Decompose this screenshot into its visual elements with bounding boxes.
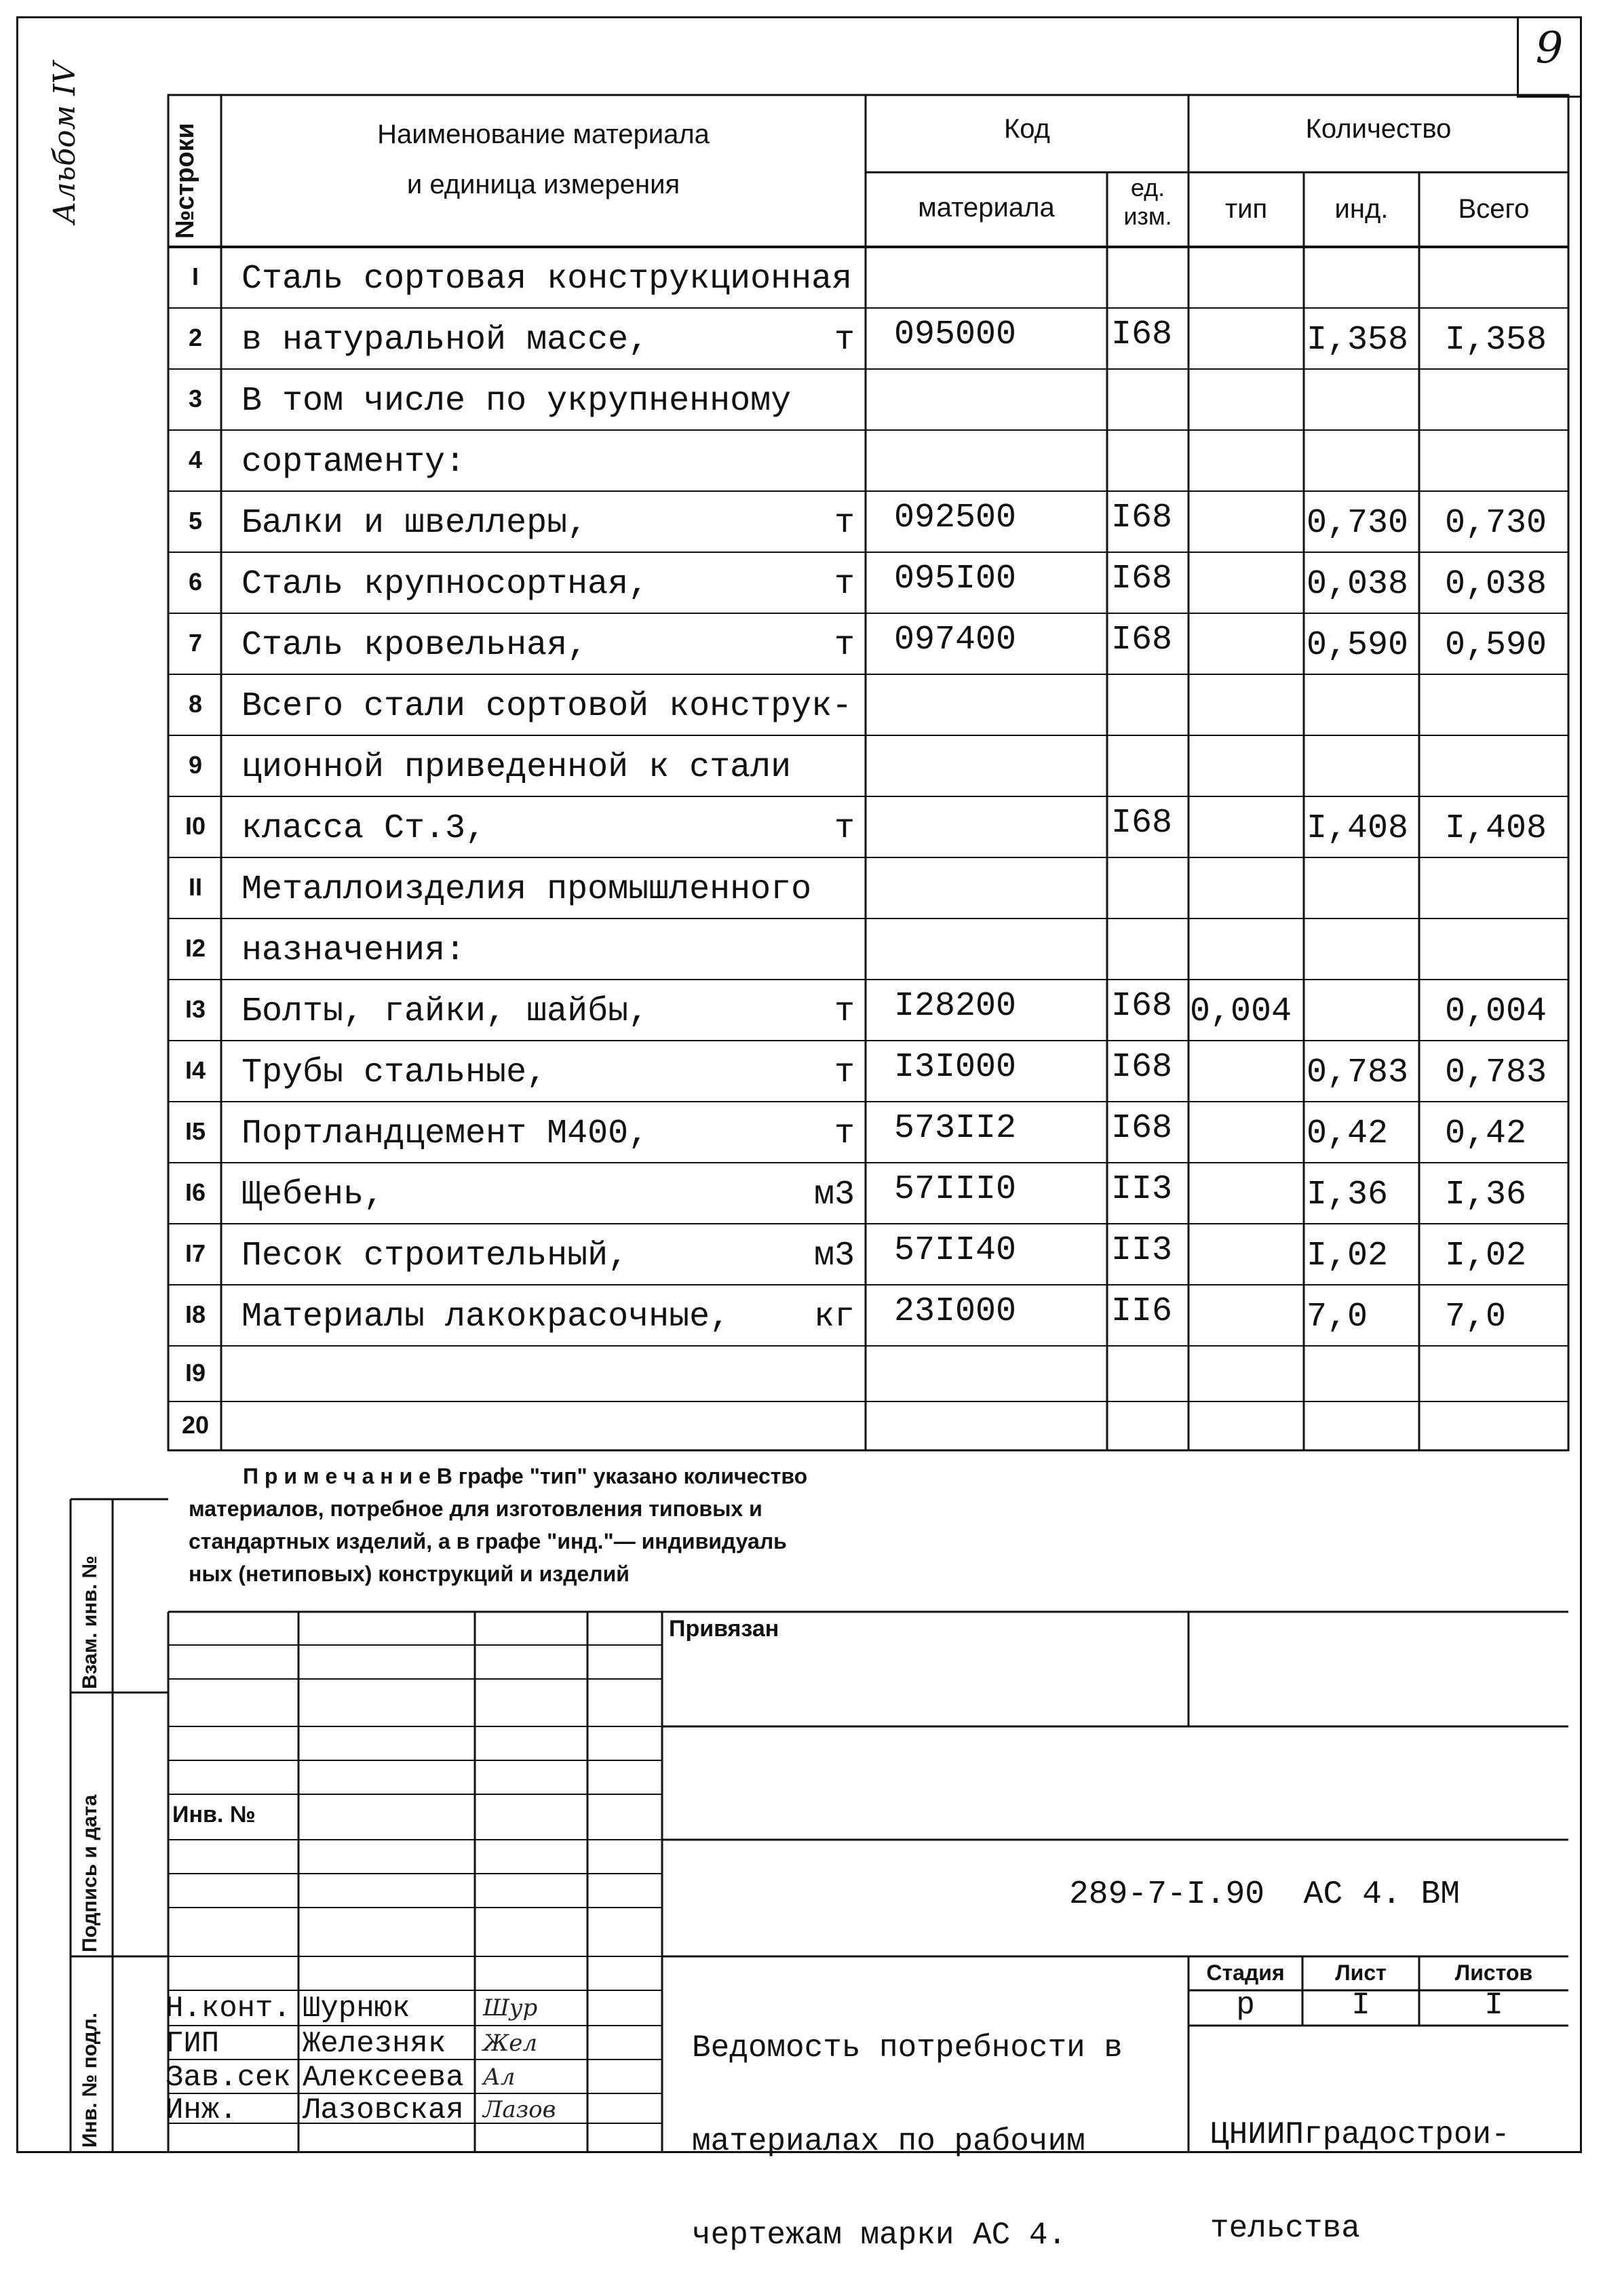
row-name: Трубы стальные, [241, 1053, 547, 1092]
row-ed: I68 [1111, 1048, 1173, 1087]
row-unit: т [834, 321, 855, 360]
row-name: сортаменту: [241, 443, 466, 482]
row-number: 2 [188, 324, 203, 351]
row-ed: I68 [1111, 987, 1173, 1026]
page-number: 9 [1535, 23, 1564, 73]
organization-line-1: ЦНИИПградострои- [1210, 2117, 1510, 2152]
note-line-3: стандартных изделий, а в графе "инд."— индивидуаль [189, 1529, 787, 1553]
row-ed: I68 [1111, 804, 1173, 843]
row-code: 092500 [894, 499, 1017, 537]
row-total: I,02 [1445, 1237, 1527, 1275]
row-number: 9 [188, 751, 203, 779]
row-ind: 0,590 [1307, 626, 1409, 665]
note [189, 1460, 807, 1590]
row-unit: т [834, 1053, 855, 1092]
row-ed: I68 [1111, 499, 1173, 537]
row-total: 0,004 [1445, 992, 1547, 1031]
row-code: 095000 [894, 315, 1017, 354]
row-unit: т [834, 809, 855, 848]
row-code: 57III0 [894, 1170, 1017, 1209]
row-name: Всего стали сортовой конструк- [241, 687, 853, 726]
row-name: класса Ст.3, [241, 809, 486, 848]
doc-code: 289-7-I.90 АС 4. ВМ [1069, 1876, 1461, 1913]
row-name: Щебень, [241, 1176, 385, 1214]
row-ind: 0,783 [1307, 1053, 1409, 1092]
row-unit: м3 [813, 1237, 855, 1275]
album-label: Альбом IV [47, 62, 82, 224]
signatory-name: Алексеева [303, 2061, 464, 2095]
stage-label: Стадия [1206, 1960, 1285, 1985]
row-unit: т [834, 504, 855, 543]
note-line-4: ных (нетиповых) конструкций и изделий [189, 1562, 630, 1586]
row-number: I5 [185, 1117, 206, 1145]
note-line-2: материалов, потребное для изготовления типовых и [189, 1496, 762, 1521]
row-code: I28200 [894, 987, 1017, 1026]
signatory-name: Шурнюк [303, 1992, 410, 2026]
row-ind: I,358 [1307, 321, 1409, 360]
row-ed: I68 [1111, 621, 1173, 659]
organization [1210, 2057, 1510, 2275]
row-total: 0,038 [1445, 565, 1547, 604]
row-ind: I,02 [1307, 1237, 1389, 1275]
doc-title [692, 1970, 1123, 2282]
row-number: 8 [188, 690, 203, 718]
row-name: ционной приведенной к стали [241, 748, 792, 787]
header-typ: тип [1224, 194, 1268, 224]
row-typ: 0,004 [1190, 992, 1292, 1031]
row-name: Сталь сортовая конструкционная [241, 260, 853, 298]
row-code: 097400 [894, 621, 1017, 659]
row-unit: м3 [813, 1176, 855, 1214]
signatory-role: ГИП [166, 2027, 220, 2061]
header-unit: ед. [1130, 174, 1165, 201]
row-unit: т [834, 565, 855, 604]
header-code: Код [1003, 114, 1050, 144]
row-unit: т [834, 1115, 855, 1153]
sheets-label: Листов [1454, 1960, 1533, 1985]
row-number: 3 [188, 385, 203, 412]
signature: Шур [483, 1994, 538, 2022]
row-number: I0 [185, 812, 206, 840]
header-total: Всего [1458, 194, 1530, 224]
row-number: 4 [188, 446, 203, 473]
signature: Лазов [483, 2096, 556, 2123]
row-name: Портландцемент М400, [241, 1115, 649, 1153]
sheets-value: I [1484, 1988, 1503, 2023]
row-total: 0,42 [1445, 1115, 1527, 1153]
row-total: I,408 [1445, 809, 1547, 848]
row-unit: т [834, 992, 855, 1031]
row-ed: I68 [1111, 560, 1173, 598]
row-name: В том числе по укрупненному [241, 382, 792, 421]
row-ed: II3 [1111, 1231, 1173, 1270]
row-ind: 0,42 [1307, 1115, 1389, 1153]
row-number: I [191, 263, 199, 290]
note-line-1: П р и м е ч а н и е В графе "тип" указано количество [243, 1464, 808, 1488]
row-number: 20 [181, 1411, 210, 1439]
row-name: Балки и швеллеры, [241, 504, 588, 543]
privyazan-label: Привязан [669, 1616, 779, 1642]
doc-title-line-2: материалах по рабочим [692, 2124, 1085, 2159]
header-name-line2: и единица измерения [406, 170, 680, 199]
row-name: Сталь кровельная, [241, 626, 588, 665]
row-name: в натуральной массе, [241, 321, 649, 360]
sheet-value: I [1351, 1988, 1370, 2023]
row-code: 57II40 [894, 1231, 1017, 1270]
row-ind: 7,0 [1307, 1298, 1368, 1336]
row-name: Материалы лакокрасочные, [241, 1298, 731, 1336]
row-code: 23I000 [894, 1292, 1017, 1331]
row-ind: 0,038 [1307, 565, 1409, 604]
header-quantity: Количество [1305, 114, 1452, 144]
row-ed: II3 [1111, 1170, 1173, 1209]
row-unit: кг [813, 1298, 855, 1336]
header-unit-line2: изм. [1123, 202, 1172, 230]
row-code: I3I000 [894, 1048, 1017, 1087]
header-material: материала [918, 193, 1055, 223]
doc-title-line-3: чертежам марки АС 4. [692, 2218, 1067, 2253]
row-number: I6 [185, 1178, 206, 1206]
row-ed: I68 [1111, 315, 1173, 354]
organization-line-2: тельства [1210, 2211, 1360, 2246]
side-label-podpis: Подпись и дата [79, 1794, 101, 1952]
row-code: 573II2 [894, 1109, 1017, 1148]
row-code: 095I00 [894, 560, 1017, 598]
signatory-role: Зав.сек [166, 2061, 291, 2095]
row-unit: т [834, 626, 855, 665]
row-total: 0,730 [1445, 504, 1547, 543]
header-name: Наименование материала [377, 119, 710, 149]
row-number: I4 [185, 1056, 206, 1084]
row-name: Металлоизделия промышленного [241, 870, 812, 909]
row-number: 6 [188, 568, 203, 596]
row-number: I2 [185, 934, 206, 962]
row-number: I8 [185, 1300, 206, 1328]
row-total: 0,590 [1445, 626, 1547, 665]
row-number: 7 [188, 629, 203, 657]
doc-title-line-1: Ведомость потребности в [692, 2030, 1123, 2066]
row-ed: II6 [1111, 1292, 1173, 1331]
signatory-name: Лазовская [303, 2093, 464, 2127]
header-ind: инд. [1334, 194, 1389, 224]
signatory-role: Н.конт. [166, 1992, 291, 2026]
signatory-name: Железняк [303, 2027, 446, 2061]
row-number: 5 [188, 507, 203, 535]
side-label-inv-podl: Инв. № подл. [79, 2012, 101, 2148]
row-ind: I,408 [1307, 809, 1409, 848]
row-ed: I68 [1111, 1109, 1173, 1148]
row-name: Песок строительный, [241, 1237, 629, 1275]
side-label-vzam: Взам. инв. № [79, 1555, 101, 1689]
row-number: I3 [185, 995, 206, 1023]
row-total: 7,0 [1445, 1298, 1507, 1336]
row-total: I,36 [1445, 1176, 1527, 1214]
signature: Ал [483, 2064, 516, 2091]
sheet-label: Лист [1335, 1960, 1387, 1985]
inv-no-label: Инв. № [172, 1802, 256, 1827]
stage-value: р [1236, 1988, 1255, 2023]
row-name: назначения: [241, 931, 466, 970]
row-name: Сталь крупносортная, [241, 565, 649, 604]
signature: Жел [483, 2030, 537, 2057]
row-name: Болты, гайки, шайбы, [241, 992, 649, 1031]
row-number: I9 [185, 1359, 206, 1387]
row-total: I,358 [1445, 321, 1547, 360]
row-number: I7 [185, 1239, 206, 1267]
header-row-number: №строки [171, 123, 199, 239]
row-ind: 0,730 [1307, 504, 1409, 543]
row-ind: I,36 [1307, 1176, 1389, 1214]
row-number: II [188, 873, 202, 901]
row-total: 0,783 [1445, 1053, 1547, 1092]
signatory-role: Инж. [166, 2093, 237, 2127]
